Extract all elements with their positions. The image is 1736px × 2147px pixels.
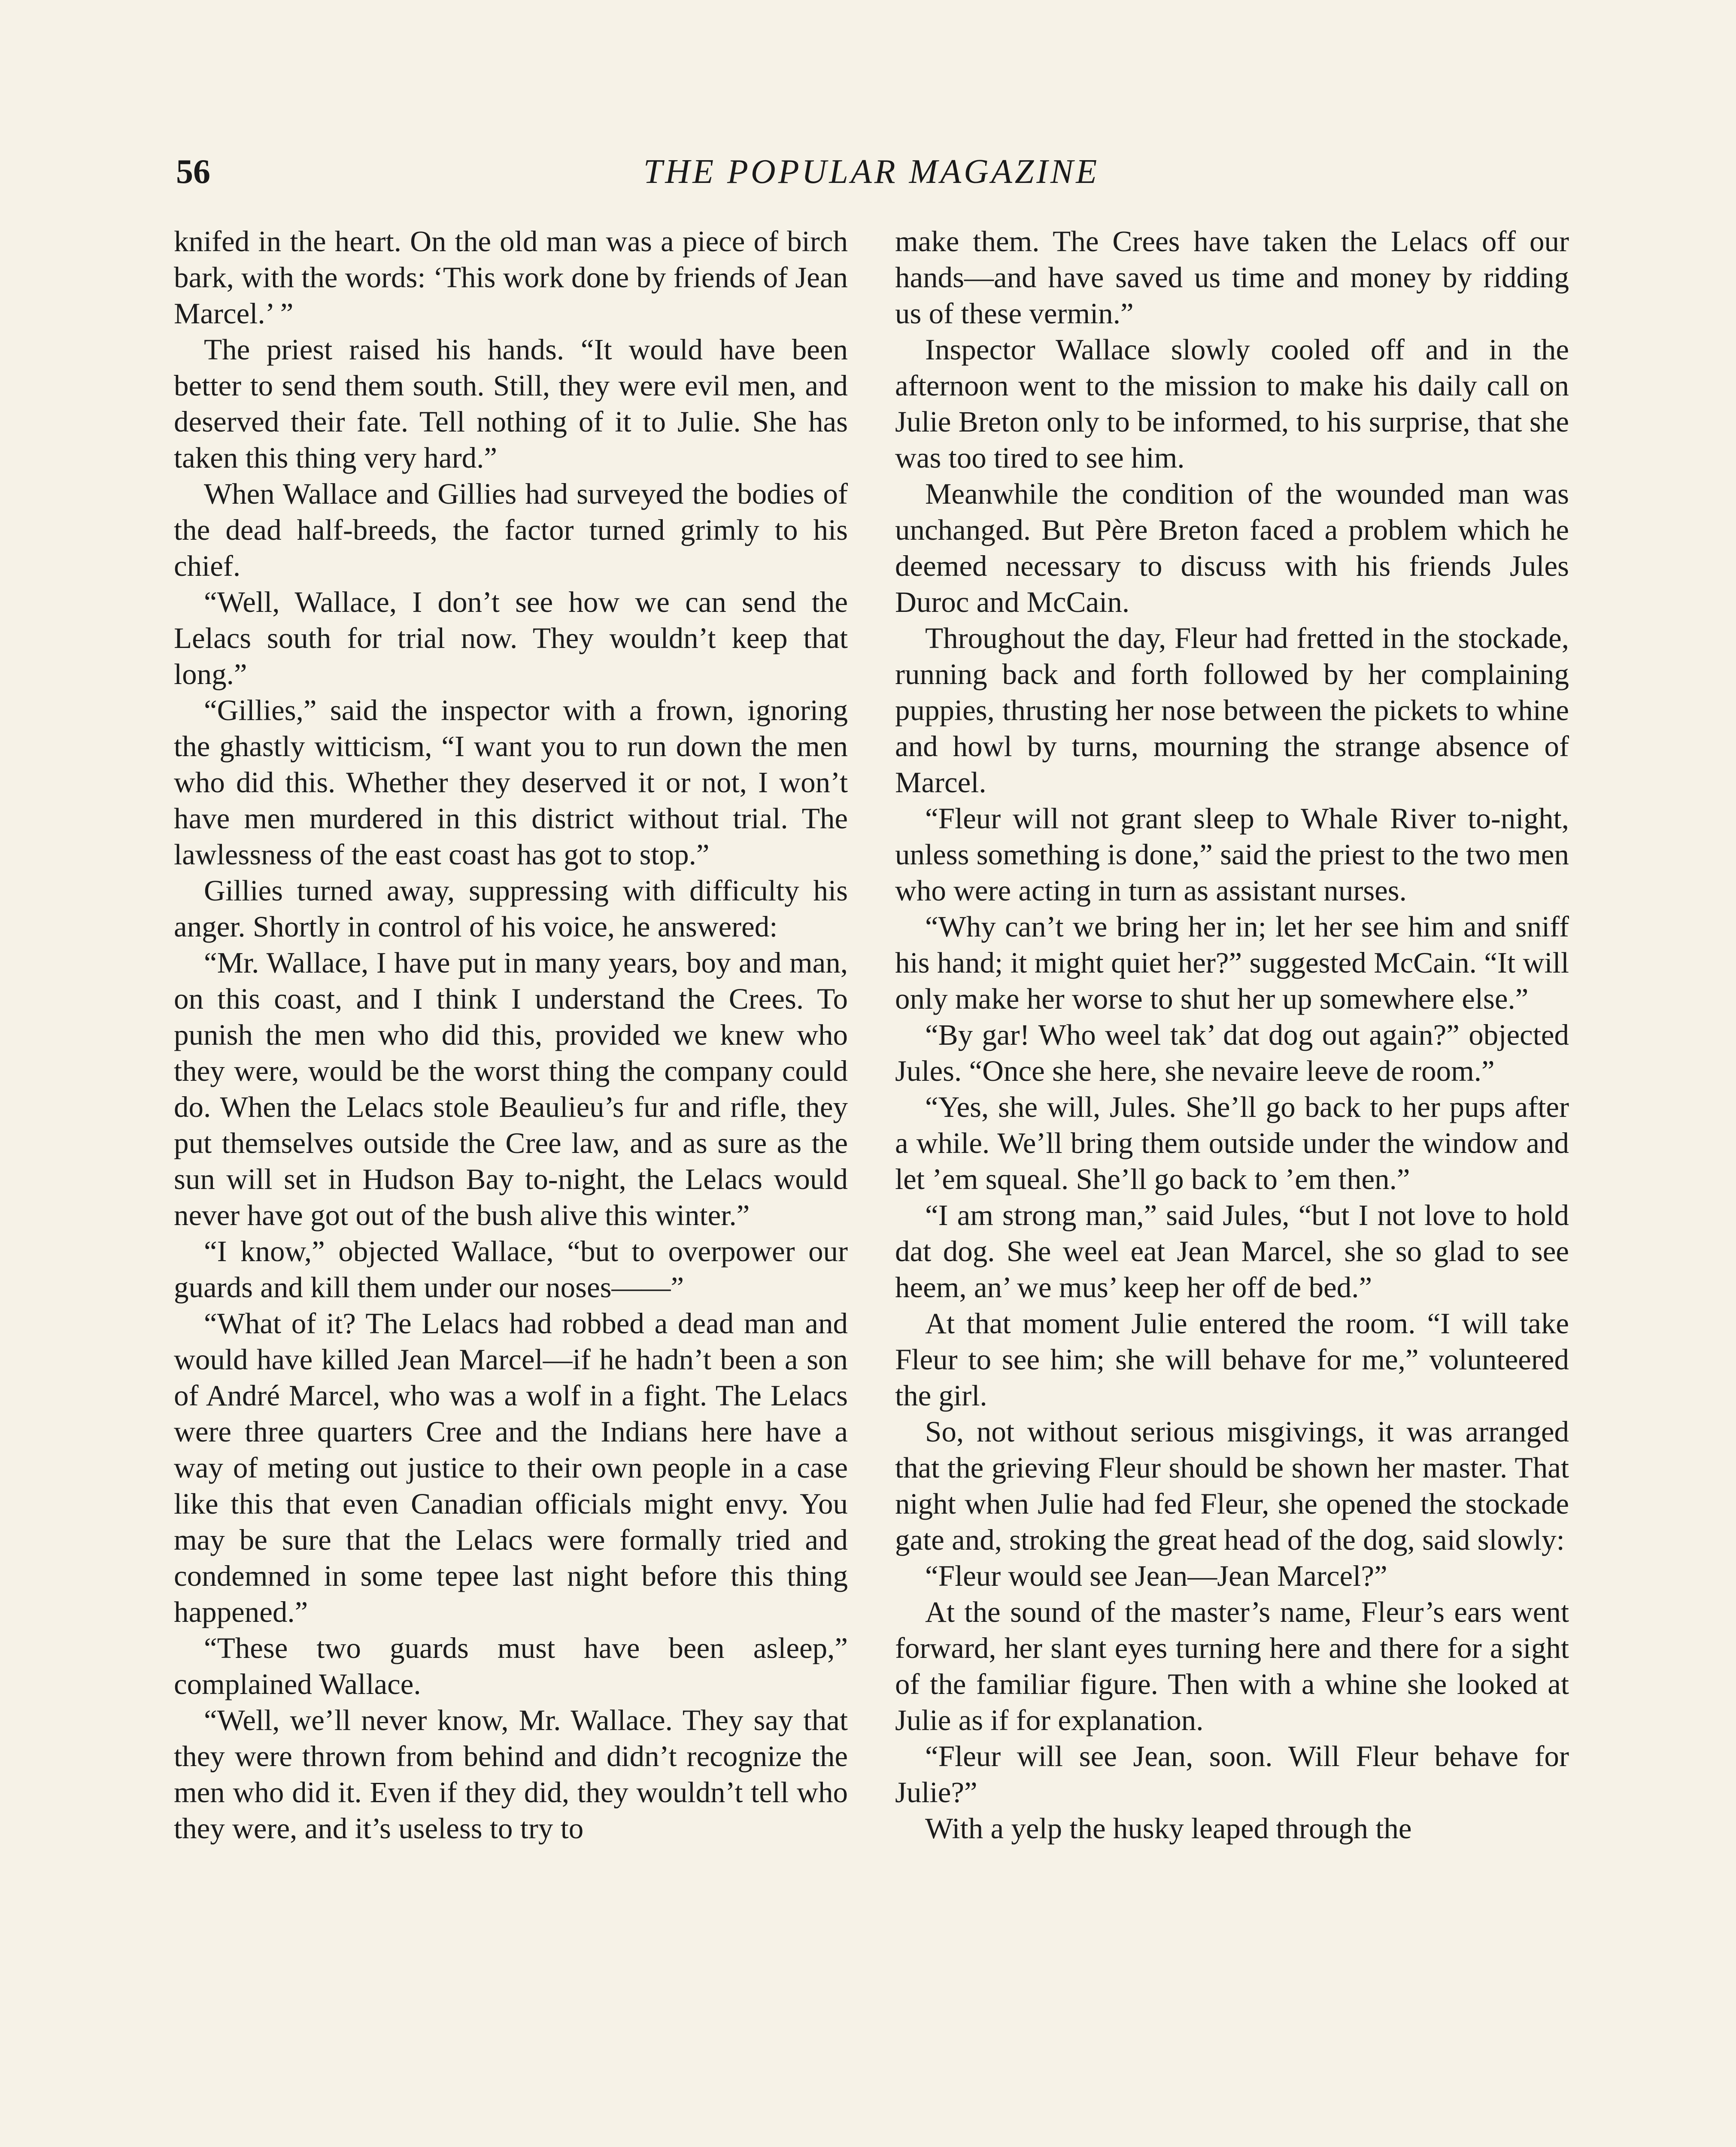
paragraph: “Mr. Wallace, I have put in many years, boy and man, on this coast, and I think I understand the Crees. To punish the men who did this, provided we knew who they were, would be the worst thing the company could do. When the Lelacs stole Beaulieu’s fur and rifle, they put themselves outside the Cree law, and as sure as the sun will set in Hudson Bay to-night, the Lelacs would never have got out of the bush alive this winter.” xyxy=(174,946,848,1232)
page-header xyxy=(176,148,1567,204)
page-number: 56 xyxy=(176,153,210,191)
paragraph: “Fleur will not grant sleep to Whale River to-night, unless something is done,” said the priest to the two men who were acting in turn as assistant nurses. xyxy=(895,802,1569,907)
paragraph: “Fleur will see Jean, soon. Will Fleur behave for Julie?” xyxy=(895,1740,1569,1809)
paragraph: “Gillies,” said the inspector with a frown, ignoring the ghastly witticism, “I want you to run down the men who did this. Whether they deserved it or not, I won’t have men murdered in this district without trial. The lawlessness of the east coast has got to stop.” xyxy=(174,694,848,871)
paragraph: “I am strong man,” said Jules, “but I not love to hold dat dog. She weel eat Jean Marcel, she so glad to see heem, an’ we mus’ keep her off de bed.” xyxy=(895,1199,1569,1304)
paragraph: make them. The Crees have taken the Lelacs off our hands—and have saved us time and money by ridding us of these vermin.” xyxy=(895,225,1569,330)
running-title: THE POPULAR MAGAZINE xyxy=(643,153,1100,191)
text-columns xyxy=(174,223,1569,2147)
paragraph: “What of it? The Lelacs had robbed a dead man and would have killed Jean Marcel—if he hadn’t been a son of André Marcel, who was a wolf in a fight. The Lelacs were three quarters Cree and the Indians here have a way of meting out justice to their own people in a case like this that even Canadian officials might envy. You may be sure that the Lelacs were formally tried and condemned in some tepee last night before this thing happened.” xyxy=(174,1307,848,1628)
paragraph: Inspector Wallace slowly cooled off and in the afternoon went to the mission to make his daily call on Julie Breton only to be informed, to his surprise, that she was too tired to see him. xyxy=(895,333,1569,474)
paragraph: Throughout the day, Fleur had fretted in the stockade, running back and forth followed by her complaining puppies, thrusting her nose between the pickets to whine and howl by turns, mourning the strange absence of Marcel. xyxy=(895,622,1569,799)
paragraph: “These two guards must have been asleep,” complained Wallace. xyxy=(174,1632,848,1700)
paragraph: “Yes, she will, Jules. She’ll go back to her pups after a while. We’ll bring them outside under the window and let ’em squeal. She’ll go back to ’em then.” xyxy=(895,1091,1569,1195)
paragraph: “Why can’t we bring her in; let her see him and sniff his hand; it might quiet her?” suggested McCain. “It will only make her worse to shut her up somewhere else.” xyxy=(895,910,1569,1015)
paragraph: “Well, Wallace, I don’t see how we can send the Lelacs south for trial now. They wouldn’t keep that long.” xyxy=(174,586,848,690)
paragraph: With a yelp the husky leaped through the xyxy=(925,1812,1412,1845)
left-column xyxy=(174,223,848,2147)
paragraph: “By gar! Who weel tak’ dat dog out again?” objected Jules. “Once she here, she nevaire leeve de room.” xyxy=(895,1019,1569,1087)
right-column xyxy=(895,223,1569,2147)
paragraph: knifed in the heart. On the old man was a piece of birch bark, with the words: ‘This work done by friends of Jean Marcel.’ ” xyxy=(174,225,848,330)
paragraph: So, not without serious misgivings, it was arranged that the grieving Fleur should be shown her master. That night when Julie had fed Fleur, she opened the stockade gate and, stroking the great head of the dog, said slowly: xyxy=(895,1415,1569,1556)
paragraph: At that moment Julie entered the room. “I will take Fleur to see him; she will behave for me,” volunteered the girl. xyxy=(895,1307,1569,1412)
paragraph: At the sound of the master’s name, Fleur’s ears went forward, her slant eyes turning here and there for a sight of the familiar figure. Then with a whine she looked at Julie as if for explanation. xyxy=(895,1596,1569,1736)
paragraph: When Wallace and Gillies had surveyed the bodies of the dead half-breeds, the factor turned grimly to his chief. xyxy=(174,477,848,582)
paragraph: “Well, we’ll never know, Mr. Wallace. They say that they were thrown from behind and didn’t recognize the men who did it. Even if they did, they wouldn’t tell who they were, and it’s useless to try to xyxy=(174,1704,848,1845)
paragraph: “I know,” objected Wallace, “but to overpower our guards and kill them under our noses——” xyxy=(174,1235,848,1304)
paragraph: “Fleur would see Jean—Jean Marcel?” xyxy=(925,1560,1387,1592)
paragraph: Gillies turned away, suppressing with difficulty his anger. Shortly in control of his voice, he answered: xyxy=(174,874,848,943)
paragraph: The priest raised his hands. “It would have been better to send them south. Still, they were evil men, and deserved their fate. Tell nothing of it to Julie. She has taken this thing very hard.” xyxy=(174,333,848,474)
paragraph: Meanwhile the condition of the wounded man was unchanged. But Père Breton faced a problem which he deemed necessary to discuss with his friends Jules Duroc and McCain. xyxy=(895,477,1569,618)
